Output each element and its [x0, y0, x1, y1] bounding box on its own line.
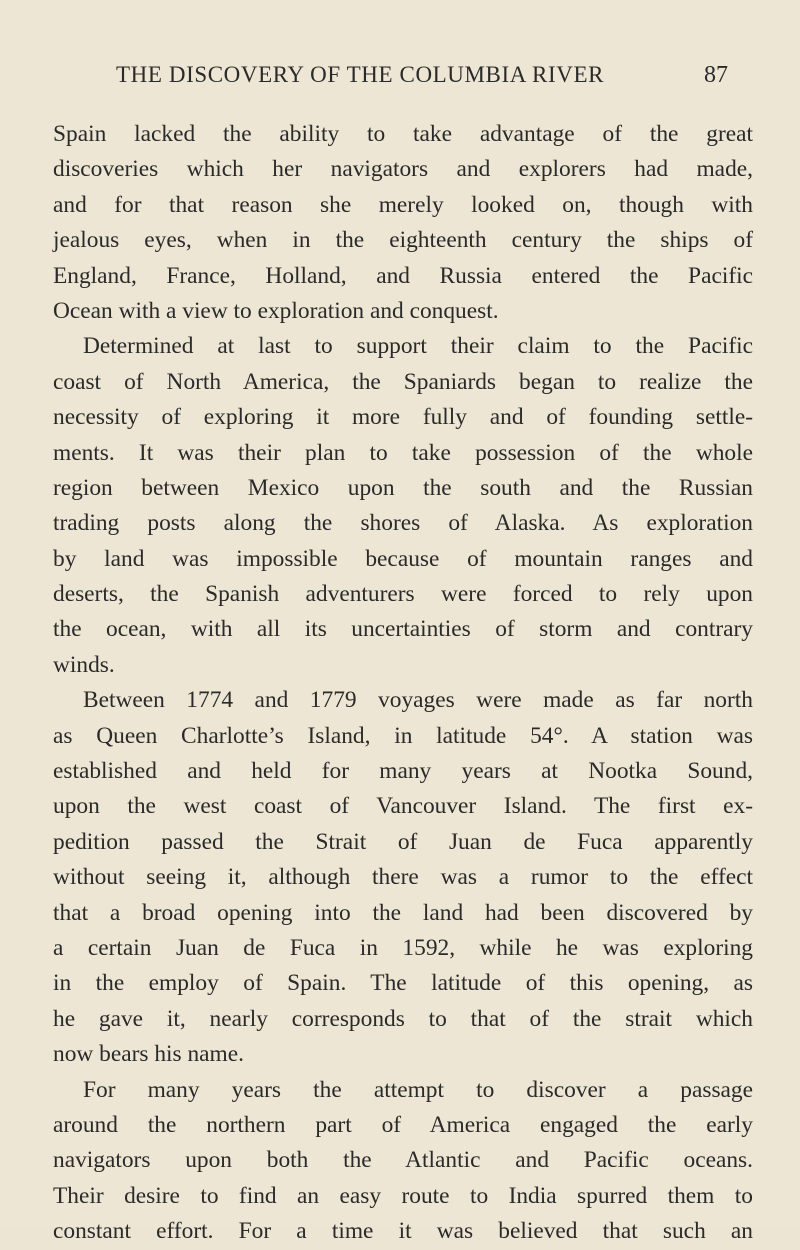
text-line: pedition passed the Strait of Juan de Fuca apparently — [53, 828, 753, 855]
text-line: as Queen Charlotte’s Island, in latitude 54°. A station was — [53, 722, 753, 749]
text-line: Determined at last to support their claim to the Pacific — [83, 333, 753, 360]
text-line: region between Mexico upon the south and the Russian — [53, 474, 753, 501]
text-line: trading posts along the shores of Alaska. As exploration — [53, 510, 753, 537]
text-line: winds. — [53, 651, 115, 678]
running-head: THE DISCOVERY OF THE COLUMBIA RIVER — [116, 62, 605, 87]
text-line: England, France, Holland, and Russia entered the Pacific — [53, 262, 753, 289]
text-line: in the employ of Spain. The latitude of this opening, as — [53, 970, 753, 997]
text-line: a certain Juan de Fuca in 1592, while he was exploring — [53, 934, 753, 961]
text-line: For many years the attempt to discover a passage — [83, 1076, 753, 1103]
page-number: 87 — [704, 62, 728, 88]
text-line: deserts, the Spanish adventurers were forced to rely upon — [53, 581, 753, 608]
text-line: now bears his name. — [53, 1041, 244, 1068]
text-line: Between 1774 and 1779 voyages were made as far north — [83, 687, 753, 714]
text-line: established and held for many years at Nootka Sound, — [53, 758, 753, 785]
text-line: that a broad opening into the land had been discovered by — [53, 899, 753, 926]
page-header — [116, 62, 728, 96]
text-line: Spain lacked the ability to take advantage of the great — [53, 121, 753, 147]
text-line: the ocean, with all its uncertainties of storm and contrary — [53, 616, 753, 643]
text-line: navigators upon both the Atlantic and Pacific oceans. — [53, 1147, 753, 1174]
text-line: without seeing it, although there was a rumor to the effect — [53, 864, 753, 891]
text-line: jealous eyes, when in the eighteenth century the ships of — [53, 227, 753, 254]
text-line: constant effort. For a time it was believed that such an — [53, 1218, 753, 1245]
text-line: upon the west coast of Vancouver Island. The first ex- — [53, 793, 753, 820]
text-line: he gave it, nearly corresponds to that of the strait which — [53, 1005, 753, 1032]
text-line: ments. It was their plan to take possession of the whole — [53, 439, 753, 466]
text-line: Ocean with a view to exploration and conquest. — [53, 297, 499, 324]
text-line: and for that reason she merely looked on, though with — [53, 191, 753, 218]
text-line: necessity of exploring it more fully and of founding settle- — [53, 404, 753, 431]
text-line: discoveries which her navigators and explorers had made, — [53, 156, 753, 183]
text-line: around the northern part of America engaged the early — [53, 1111, 753, 1138]
text-line: by land was impossible because of mountain ranges and — [53, 545, 753, 572]
text-line: coast of North America, the Spaniards began to realize the — [53, 368, 753, 395]
text-line: Their desire to find an easy route to India spurred them to — [53, 1182, 753, 1209]
body-text — [53, 117, 753, 1250]
